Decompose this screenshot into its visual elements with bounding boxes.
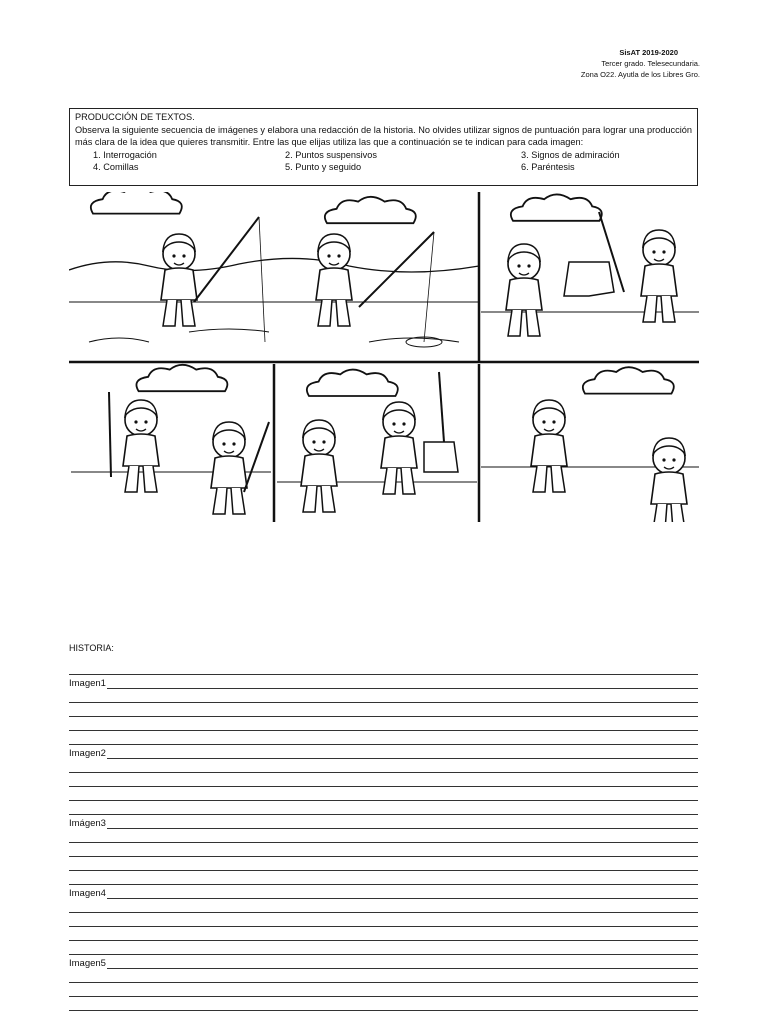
writing-line[interactable] xyxy=(69,856,698,857)
option-6: 6. Paréntesis xyxy=(521,162,575,173)
panel-1 xyxy=(69,192,479,347)
header-line-3: Zona O22. Ayutla de los Libres Gro. xyxy=(580,70,700,79)
writing-line[interactable] xyxy=(69,982,698,983)
writing-line[interactable] xyxy=(69,688,698,689)
writing-line[interactable] xyxy=(69,954,698,955)
writing-line[interactable] xyxy=(69,912,698,913)
writing-line[interactable] xyxy=(69,996,698,997)
image-4-label: Imagen4 xyxy=(69,888,106,899)
writing-line[interactable] xyxy=(69,772,698,773)
panel-2 xyxy=(481,194,699,336)
writing-line[interactable] xyxy=(69,870,698,871)
header-line-2: Tercer grado. Telesecundaria. xyxy=(601,59,700,68)
writing-line[interactable] xyxy=(69,786,698,787)
school-header xyxy=(581,47,700,80)
instructions-box xyxy=(69,108,698,186)
writing-line[interactable] xyxy=(69,968,698,969)
header-line-1: SisAT 2019-2020 xyxy=(619,48,678,57)
writing-line[interactable] xyxy=(69,702,698,703)
punctuation-options xyxy=(75,149,692,174)
option-4: 4. Comillas xyxy=(93,162,139,173)
historia-label: HISTORIA: xyxy=(69,643,114,653)
writing-line[interactable] xyxy=(69,884,698,885)
image-5-label: Imagen5 xyxy=(69,958,106,969)
writing-line[interactable] xyxy=(69,716,698,717)
image-1-label: Imagen1 xyxy=(69,678,106,689)
option-5: 5. Punto y seguido xyxy=(285,162,362,173)
writing-line[interactable] xyxy=(69,800,698,801)
writing-line[interactable] xyxy=(69,940,698,941)
writing-line[interactable] xyxy=(69,730,698,731)
option-1: 1. Interrogación xyxy=(93,149,157,160)
option-2: 2. Puntos suspensivos xyxy=(285,149,377,160)
panel-5 xyxy=(481,367,699,522)
writing-line[interactable] xyxy=(69,842,698,843)
writing-line[interactable] xyxy=(69,926,698,927)
writing-line[interactable] xyxy=(69,674,698,675)
image-2-label: Imagen2 xyxy=(69,748,106,759)
writing-line[interactable] xyxy=(69,828,698,829)
writing-line[interactable] xyxy=(69,814,698,815)
image-3-label: Imágen3 xyxy=(69,818,106,829)
panel-4 xyxy=(277,370,477,512)
option-3: 3. Signos de admiración xyxy=(521,149,620,160)
writing-line[interactable] xyxy=(69,898,698,899)
instructions-title: PRODUCCIÓN DE TEXTOS. xyxy=(75,112,195,122)
writing-line[interactable] xyxy=(69,744,698,745)
writing-line[interactable] xyxy=(69,1010,698,1011)
writing-line[interactable] xyxy=(69,758,698,759)
panel-3 xyxy=(71,365,271,514)
comic-illustration xyxy=(69,192,699,522)
instructions-body: Observa la siguiente secuencia de imágenes y elabora una redacción de la historia. No olvides utilizar signos de puntuación para lograr una producción más clara de la idea que quieres transmitir. Entre las que elijas utiliza las que a continuación se te indican para cada imagen: xyxy=(75,124,692,148)
